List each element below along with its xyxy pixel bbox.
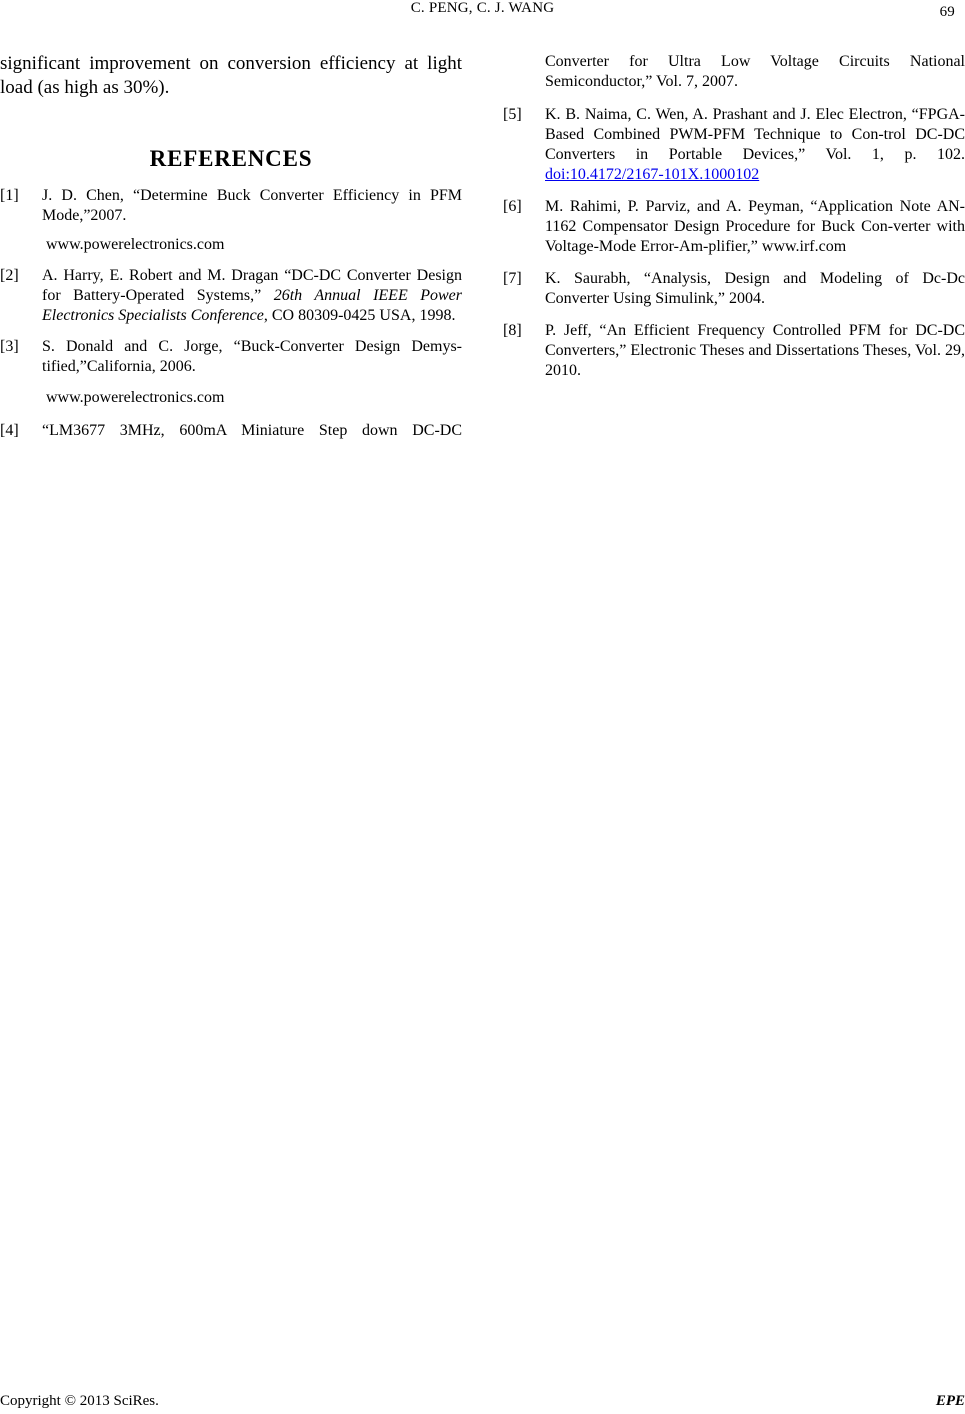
reference-number: [1] xyxy=(0,187,19,204)
intro-paragraph: significant improvement on conversion efficiency at light load (as high as 30%). xyxy=(0,53,462,98)
reference-text xyxy=(545,105,965,185)
reference-text: J. D. Chen, “Determine Buck Converter Efficiency in PFM Mode,”2007. xyxy=(42,187,462,224)
reference-text: M. Rahimi, P. Parviz, and A. Peyman, “Application Note AN-1162 Compensator Design Procedure for Buck Con-verter with Voltage-Mode Error-Am-plifier,” www.irf.com xyxy=(545,198,965,255)
references-heading: REFERENCES xyxy=(149,146,313,171)
reference-number: [3] xyxy=(0,338,19,355)
reference-text: “LM3677 3MHz, 600mA Miniature Step down DC-DC xyxy=(42,422,462,439)
reference-text: K. Saurabh, “Analysis, Design and Modeling of Dc-Dc Converter Using Simulink,” 2004. xyxy=(545,270,965,307)
running-head-authors: C. PENG, C. J. WANG xyxy=(410,0,555,16)
reference-text xyxy=(42,266,462,326)
reference-text-part: A. Harry, E. Robert and M. Dragan “DC-DC Converter Design for Battery-Operated Systems,” xyxy=(42,267,462,304)
reference-7 xyxy=(503,269,965,309)
reference-4 xyxy=(0,421,462,441)
doi-link[interactable]: doi:10.4172/2167-101X.1000102 xyxy=(545,166,760,183)
reference-number: [5] xyxy=(503,106,522,123)
reference-number: [2] xyxy=(0,267,19,284)
reference-url: www.powerelectronics.com xyxy=(46,389,225,406)
reference-1 xyxy=(0,186,462,226)
running-head xyxy=(0,0,965,24)
conference-title: 26th Annual IEEE Power Electronics Specialists Conference xyxy=(42,287,463,324)
reference-text: P. Jeff, “An Efficient Frequency Controlled PFM for DC-DC Converters,” Electronic Theses and Dissertations Theses, Vol. 29, 2010. xyxy=(545,322,965,379)
reference-number: [7] xyxy=(503,270,522,287)
reference-number: [8] xyxy=(503,322,522,339)
copyright-notice: Copyright © 2013 SciRes. xyxy=(0,1393,159,1409)
reference-5 xyxy=(503,105,965,185)
reference-text-part: K. B. Naima, C. Wen, A. Prashant and J. Elec Electron, “FPGA-Based Combined PWM-PFM Technique to Con-trol DC-DC Converters in Portable Devices,” Vol. 1, p. 102. xyxy=(545,106,965,163)
reference-text-part: , CO 80309-0425 USA, 1998. xyxy=(263,307,456,324)
right-column xyxy=(503,52,965,393)
left-column xyxy=(0,52,462,452)
reference-3 xyxy=(0,337,462,377)
reference-number: [4] xyxy=(0,422,19,439)
reference-number: [6] xyxy=(503,198,522,215)
reference-url: www.powerelectronics.com xyxy=(46,236,225,253)
journal-abbreviation: EPE xyxy=(935,1393,965,1409)
page-number: 69 xyxy=(939,4,955,20)
reference-2 xyxy=(0,266,462,326)
reference-4-continued: Converter for Ultra Low Voltage Circuits National Semiconductor,” Vol. 7, 2007. xyxy=(545,53,965,90)
reference-8 xyxy=(503,321,965,381)
reference-text: S. Donald and C. Jorge, “Buck-Converter Design Demys-tified,”California, 2006. xyxy=(42,338,462,375)
reference-6 xyxy=(503,197,965,257)
